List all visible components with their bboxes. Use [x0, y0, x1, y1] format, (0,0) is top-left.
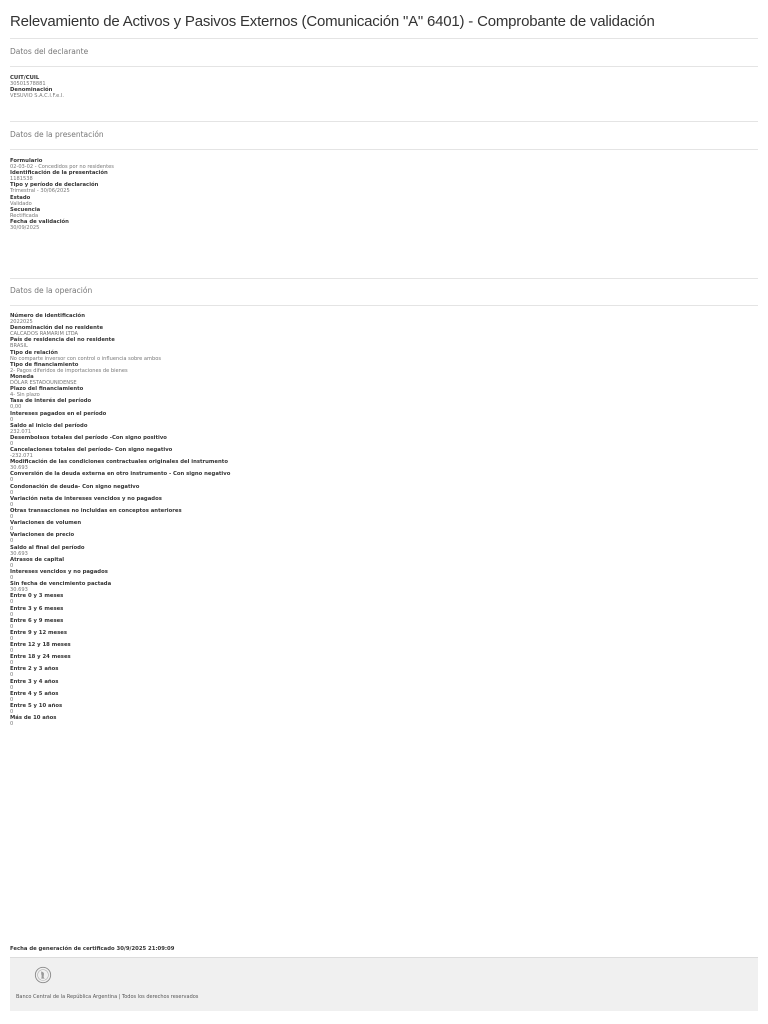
- field-value: VESUVIO S.A.C.I.F.e.I.: [10, 93, 65, 100]
- field-label: Entre 12 y 18 meses: [10, 642, 71, 649]
- field-value: 0: [10, 514, 14, 520]
- declarante-fields: [10, 75, 750, 99]
- field-label: Identificación de la presentación: [10, 170, 108, 177]
- field-value: Rectificada: [10, 212, 39, 219]
- field-value: 30/09/2025: [10, 224, 40, 231]
- field-label: Más de 10 años: [10, 715, 57, 722]
- field-label: Saldo al inicio del período: [10, 422, 88, 429]
- field-value: 0: [10, 684, 14, 691]
- field-value: 232.071: [10, 428, 32, 435]
- title-divider: [10, 38, 758, 39]
- field-label: Entre 4 y 5 años: [10, 690, 59, 697]
- field-value: 0: [10, 721, 14, 728]
- field-label: Intereses pagados en el período: [10, 410, 107, 417]
- field-label: Estado: [10, 194, 31, 201]
- field-label: Variaciones de precio: [10, 532, 75, 539]
- field-label: Entre 9 y 12 meses: [10, 629, 68, 636]
- bcra-seal-icon: [34, 966, 52, 984]
- field-label: Variaciones de volumen: [10, 520, 82, 527]
- field-label: Denominación del no residente: [10, 325, 104, 332]
- field-value: 0: [10, 672, 14, 679]
- field-label: País de residencia del no residente: [10, 337, 115, 344]
- field-value: 0: [10, 562, 14, 569]
- field-value: 0: [10, 660, 14, 667]
- field-value: 0: [10, 477, 14, 484]
- field-label: Saldo al final del período: [10, 544, 85, 551]
- field-value: 0: [10, 526, 14, 533]
- section-divider: [10, 305, 758, 306]
- footer-copyright: Banco Central de la República Argentina | Todos los derechos reservados: [16, 994, 199, 1000]
- field-value: 02-03-02 - Concedidos por no residentes: [10, 164, 114, 170]
- field-value: 2- Pagos diferidos de importaciones de bienes: [10, 367, 128, 374]
- field-label: Entre 3 y 4 años: [10, 678, 59, 685]
- field-label: Variación neta de intereses vencidos y no pagados: [10, 495, 162, 502]
- section-divider: [10, 66, 758, 67]
- field-value: 30501578881: [10, 81, 46, 87]
- field-value: 0: [10, 709, 14, 715]
- field-label: Entre 3 y 6 meses: [10, 605, 64, 612]
- field-value: 0: [10, 648, 14, 655]
- field-value: 0: [10, 501, 14, 508]
- section-divider: [10, 149, 758, 150]
- field-value: 0: [10, 696, 14, 703]
- field-value: CALCADOS RAMARIM LTDA: [10, 331, 79, 338]
- field-label: Entre 2 y 3 años: [10, 666, 59, 673]
- field-label: Entre 5 y 10 años: [10, 703, 63, 709]
- section-divider: [10, 121, 758, 122]
- field-value: 30.693: [10, 587, 28, 594]
- section-title-declarante: Datos del declarante: [10, 47, 89, 56]
- field-label: Plazo del financiamiento: [10, 386, 84, 393]
- section-title-operacion: Datos de la operación: [10, 286, 93, 295]
- field-value: 0: [10, 489, 14, 496]
- field-label: Atrasos de capital: [10, 556, 65, 563]
- section-divider: [10, 278, 758, 279]
- field-label: Desembolsos totales del período -Con signo positivo: [10, 434, 167, 441]
- field-label: Tipo de relación: [10, 349, 58, 356]
- field-value: 0: [10, 538, 14, 545]
- field-label: CUIT/CUIL: [10, 75, 40, 81]
- field-label: Entre 6 y 9 meses: [10, 617, 64, 624]
- field-value: 4- Sin plazo: [10, 392, 40, 399]
- page-title: Relevamiento de Activos y Pasivos Externos (Comunicación "A" 6401) - Comprobante de validación: [10, 13, 655, 30]
- field-value: Validado: [10, 200, 32, 207]
- field-value: 2022025: [10, 319, 33, 325]
- field-label: Tipo de financiamiento: [10, 361, 79, 368]
- field-value: 0: [10, 574, 14, 581]
- field-label: Tasa de interés del período: [10, 398, 92, 405]
- field-label: Entre 0 y 3 meses: [10, 593, 64, 600]
- field-label: Cancelaciones totales del período- Con signo negativo: [10, 447, 173, 454]
- footer: [10, 957, 758, 1011]
- field-value: 0: [10, 440, 14, 447]
- field-value: 0: [10, 416, 14, 423]
- section-title-presentacion: Datos de la presentación: [10, 130, 104, 139]
- field-value: 1181538: [10, 176, 33, 183]
- field-label: Sin fecha de vencimiento pactada: [10, 581, 112, 588]
- field-label: Formulario: [10, 158, 43, 164]
- field-value: No comparte inversor con control o influencia sobre ambos: [10, 355, 161, 362]
- field-label: Entre 18 y 24 meses: [10, 654, 71, 661]
- field-value: 0: [10, 611, 14, 618]
- field-label: Moneda: [10, 373, 34, 380]
- generation-date: Fecha de generación de certificado 30/9/2025 21:09:09: [10, 946, 175, 952]
- field-value: 0: [10, 635, 14, 642]
- field-value: 0,00: [10, 404, 22, 411]
- field-label: Secuencia: [10, 206, 41, 213]
- field-label: Conversión de la deuda externa en otro instrumento - Con signo negativo: [10, 471, 231, 478]
- field-value: -232.071: [10, 453, 33, 460]
- field-label: Intereses vencidos y no pagados: [10, 568, 108, 575]
- field-value: DÓLAR ESTADOUNIDENSE: [10, 379, 77, 386]
- field-value: 30.693: [10, 465, 28, 472]
- field-value: 0: [10, 623, 14, 630]
- field-label: Fecha de validación: [10, 218, 69, 225]
- field-value: 0: [10, 599, 14, 606]
- operacion-fields: [10, 313, 750, 727]
- field-label: Condonación de deuda- Con signo negativo: [10, 483, 140, 490]
- field-label: Tipo y período de declaración: [10, 182, 99, 189]
- field-label: Otras transacciones no incluidas en conceptos anteriores: [10, 508, 182, 514]
- field-label: Número de identificación: [10, 313, 85, 319]
- field-label: Modificación de las condiciones contractuales originales del instrumento: [10, 459, 228, 466]
- field-value: Trimestral - 30/06/2025: [10, 188, 70, 195]
- field-value: BRASIL: [10, 343, 28, 350]
- field-value: 30.693: [10, 550, 28, 557]
- field-label: Denominación: [10, 87, 53, 94]
- presentacion-fields: [10, 158, 750, 231]
